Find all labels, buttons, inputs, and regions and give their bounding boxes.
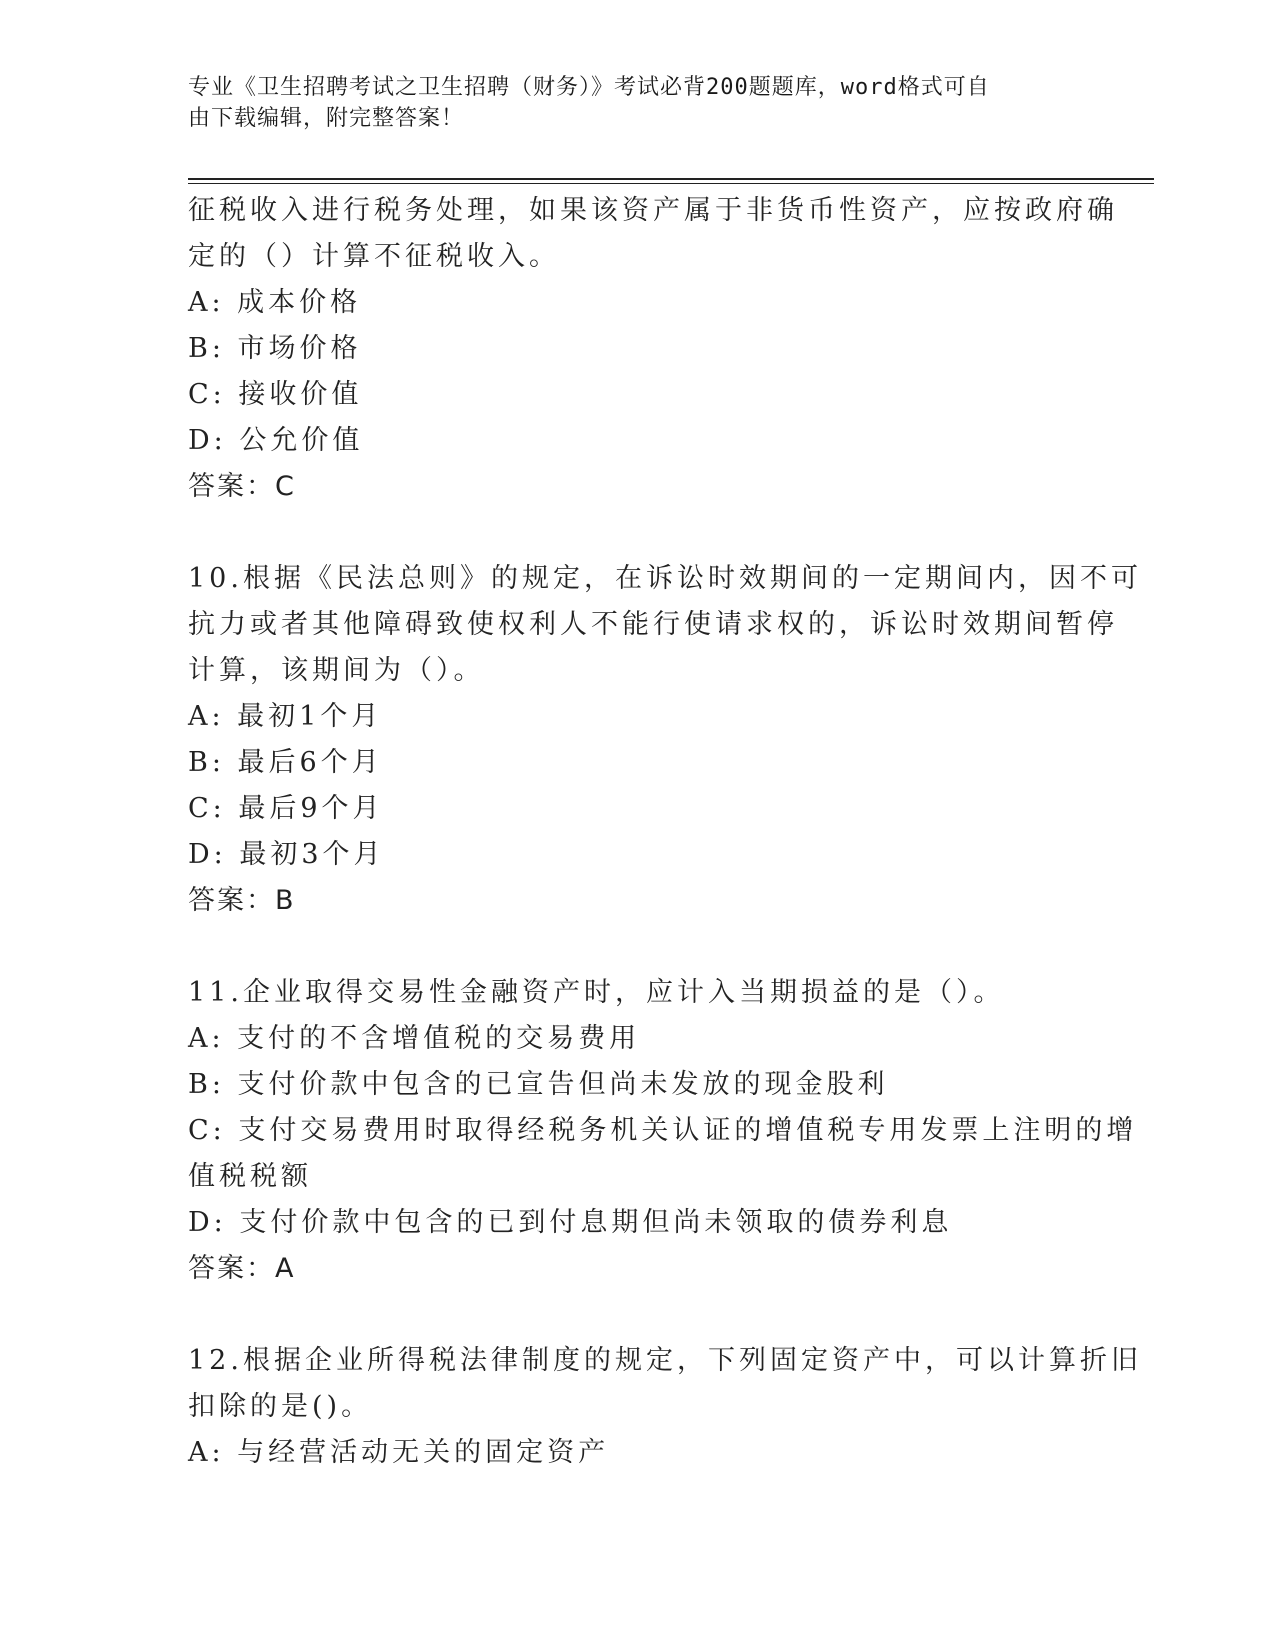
question-list [188,188,1142,1476]
question-text-line: 定的（）计算不征税收入。 [188,241,560,272]
answer-line: 答案：C [188,471,296,502]
option-a: A: 成本价格 [188,287,362,318]
question-text-line: 11.企业取得交易性金融资产时，应计入当期损益的是（）。 [188,977,1005,1008]
option-d: D: 支付价款中包含的已到付息期但尚未领取的债券利息 [188,1207,953,1238]
question-text-line: 征税收入进行税务处理，如果该资产属于非货币性资产，应按政府确 [188,195,1118,226]
option-c: C: 接收价值 [188,379,363,410]
document-header [188,72,1088,134]
header-rule-thick [188,178,1154,180]
question-text-line: 12.根据企业所得税法律制度的规定，下列固定资产中，可以计算折旧 [188,1345,1142,1376]
question-12 [188,1338,1142,1476]
option-b: B: 支付价款中包含的已宣告但尚未发放的现金股利 [188,1069,889,1100]
option-d: D: 最初3个月 [188,839,385,870]
answer-line: 答案：B [188,885,296,916]
header-line-2: 由下载编辑，附完整答案！ [188,106,465,131]
option-c: C: 最后9个月 [188,793,384,824]
header-rule-thin [188,183,1154,184]
question-text-line: 10.根据《民法总则》的规定，在诉讼时效期间的一定期间内，因不可 [188,563,1142,594]
question-text-line: 扣除的是()。 [188,1391,373,1422]
option-a: A: 最初1个月 [188,701,383,732]
question-10 [188,556,1142,924]
question-text-line: 抗力或者其他障碍致使权利人不能行使请求权的，诉讼时效期间暂停 [188,609,1118,640]
option-c: C: 支付交易费用时取得经税务机关认证的增值税专用发票上注明的增 [188,1115,1138,1146]
option-d: D: 公允价值 [188,425,364,456]
option-a: A: 支付的不含增值税的交易费用 [188,1023,641,1054]
question-9 [188,188,1118,510]
header-line-1: 专业《卫生招聘考试之卫生招聘（财务）》考试必背200题题库，word格式可自 [188,75,990,100]
question-text-line: 计算，该期间为（）。 [188,655,485,686]
question-11 [188,970,1138,1292]
option-a: A: 与经营活动无关的固定资产 [188,1437,610,1468]
option-b: B: 最后6个月 [188,747,383,778]
answer-line: 答案：A [188,1253,296,1284]
option-c-continued: 值税税额 [188,1161,312,1192]
option-b: B: 市场价格 [188,333,362,364]
